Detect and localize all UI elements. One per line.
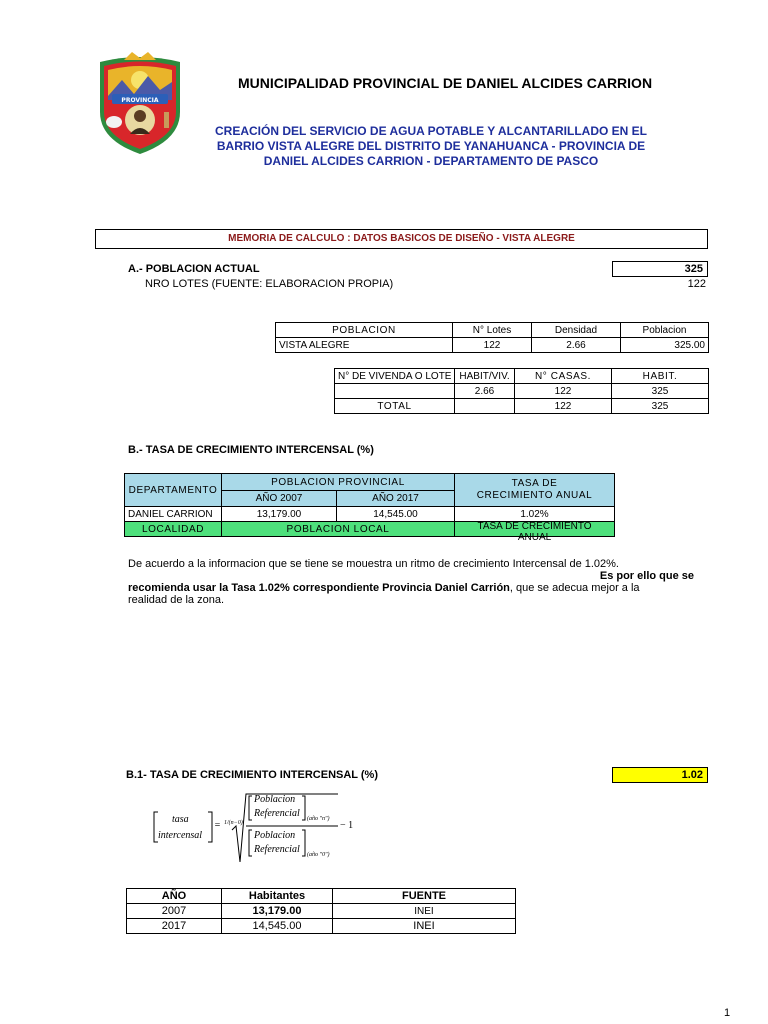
table-header-cell: Densidad — [532, 323, 621, 338]
tasa-header-repeat-wrap — [475, 520, 594, 543]
table-header-cell: DEPARTAMENTO — [125, 474, 222, 507]
section-a-total: 325 — [612, 261, 708, 277]
table-cell: 1.02% — [455, 507, 615, 522]
project-title-line-1: CREACIÓN DEL SERVICIO DE AGUA POTABLE Y ALCANTARILLADO EN EL — [214, 124, 648, 138]
paragraph-line-3: realidad de la zona. — [128, 594, 225, 606]
table-cell: POBLACION LOCAL — [222, 522, 455, 537]
table-header-cell: N° CASAS. — [515, 369, 612, 384]
table-cell: 13,179.00 — [222, 507, 337, 522]
formula-equals: = — [214, 820, 221, 831]
paragraph-line-2c: , que se adecua mejor a la — [509, 582, 640, 594]
table-cell — [455, 399, 515, 414]
table-header-cell: AÑO — [127, 889, 222, 904]
table-row — [276, 338, 709, 353]
table-row — [335, 399, 709, 414]
table-cell: 14,545.00 — [222, 919, 333, 934]
section-a-title: A.- POBLACION ACTUAL — [128, 263, 260, 275]
table-header-cell: N° Lotes — [453, 323, 532, 338]
formula-minus-one: − 1 — [340, 820, 354, 831]
section-b-title: B.- TASA DE CRECIMIENTO INTERCENSAL (%) — [128, 444, 374, 456]
table-header-cell: POBLACION PROVINCIAL — [222, 474, 455, 491]
project-title-line-3: DANIEL ALCIDES CARRION - DEPARTAMENTO DE PASCO — [263, 154, 599, 168]
logo-banner-text: PROVINCIA — [121, 97, 159, 104]
poblacion-table — [275, 322, 709, 353]
table-cell: DANIEL CARRION — [125, 507, 222, 522]
formula-den-poblacion: Poblacion — [254, 830, 296, 841]
paragraph-bold-recommendation: recomienda usar la Tasa 1.02% correspondiente Provincia Daniel Carrión — [128, 582, 510, 594]
table-cell: 14,545.00 — [337, 507, 455, 522]
tasa-table — [124, 473, 615, 543]
tasa-header-repeat: TASA DE CRECIMIENTO ANUAL — [477, 520, 592, 543]
table-row — [127, 919, 516, 934]
paragraph-line-2 — [128, 582, 696, 594]
table-row — [335, 369, 709, 384]
table-cell: 2.66 — [532, 338, 621, 353]
table-cell: TOTAL — [335, 399, 455, 414]
table-row — [125, 522, 615, 537]
formula-num-sub: (año "n") — [307, 816, 330, 822]
table-cell: 2007 — [127, 904, 222, 919]
table-header-cell: N° DE VIVENDA O LOTE — [335, 369, 455, 384]
table-cell: 122 — [515, 384, 612, 399]
table-cell: INEI — [333, 904, 516, 919]
growth-formula — [150, 790, 370, 866]
paragraph-line-2a: Es por ello que se — [599, 570, 694, 582]
project-title — [186, 124, 676, 169]
table-row — [127, 889, 516, 904]
formula-num-referencial: Referencial — [254, 808, 300, 819]
formula-tasa: tasa — [172, 814, 189, 825]
table-header-cell — [455, 474, 615, 507]
table-cell: 122 — [515, 399, 612, 414]
table-cell: 2017 — [127, 919, 222, 934]
table-header-cell: AÑO 2007 — [222, 491, 337, 507]
formula-den-referencial: Referencial — [254, 844, 300, 855]
table-header-cell: Habitantes — [222, 889, 333, 904]
table-cell: INEI — [333, 919, 516, 934]
habitantes-table — [126, 888, 516, 934]
table-row — [276, 323, 709, 338]
section-b1-value: 1.02 — [612, 767, 708, 783]
municipality-title: MUNICIPALIDAD PROVINCIAL DE DANIEL ALCIDES CARRION — [238, 75, 653, 91]
table-header-cell: POBLACION — [276, 323, 453, 338]
table-cell: VISTA ALEGRE — [276, 338, 453, 353]
formula-num-poblacion: Poblacion — [254, 794, 296, 805]
table-row — [335, 384, 709, 399]
municipality-logo — [94, 50, 186, 156]
lotes-label: NRO LOTES (FUENTE: ELABORACION PROPIA) — [145, 278, 394, 290]
vivienda-table — [334, 368, 709, 414]
paragraph-line-1: De acuerdo a la informacion que se tiene se mouestra un ritmo de crecimiento Intercensal de 1.02%. — [128, 558, 619, 570]
table-cell: 325 — [612, 384, 709, 399]
table-header-cell: HABIT. — [612, 369, 709, 384]
section-b1-title: B.1- TASA DE CRECIMIENTO INTERCENSAL (%) — [126, 769, 378, 781]
formula-intercensal: intercensal — [158, 830, 203, 841]
tasa-header-text: TASA DE CRECIMIENTO ANUAL — [476, 478, 593, 501]
table-cell — [455, 520, 615, 543]
table-row — [125, 507, 615, 522]
formula-exponent: 1/(n−0) — [224, 820, 243, 826]
project-title-line-2: BARRIO VISTA ALEGRE DEL DISTRITO DE YANAHUANCA - PROVINCIA DE — [216, 139, 646, 153]
lotes-value: 122 — [687, 278, 706, 290]
page-number: 1 — [724, 1007, 731, 1019]
table-cell: 13,179.00 — [222, 904, 333, 919]
table-header-cell: AÑO 2017 — [337, 491, 455, 507]
table-cell: 2.66 — [455, 384, 515, 399]
table-header-cell: FUENTE — [333, 889, 516, 904]
table-cell: 325.00 — [621, 338, 709, 353]
growth-paragraph — [128, 558, 696, 606]
table-header-cell: Poblacion — [621, 323, 709, 338]
table-row — [125, 474, 615, 491]
table-cell — [335, 384, 455, 399]
table-cell: 122 — [453, 338, 532, 353]
memoria-title-box: MEMORIA DE CALCULO : DATOS BASICOS DE DISEÑO - VISTA ALEGRE — [95, 229, 708, 249]
table-row — [127, 904, 516, 919]
table-header-cell: HABIT/VIV. — [455, 369, 515, 384]
table-cell: LOCALIDAD — [125, 522, 222, 537]
formula-den-sub: (año "0") — [307, 852, 330, 858]
table-cell: 325 — [612, 399, 709, 414]
